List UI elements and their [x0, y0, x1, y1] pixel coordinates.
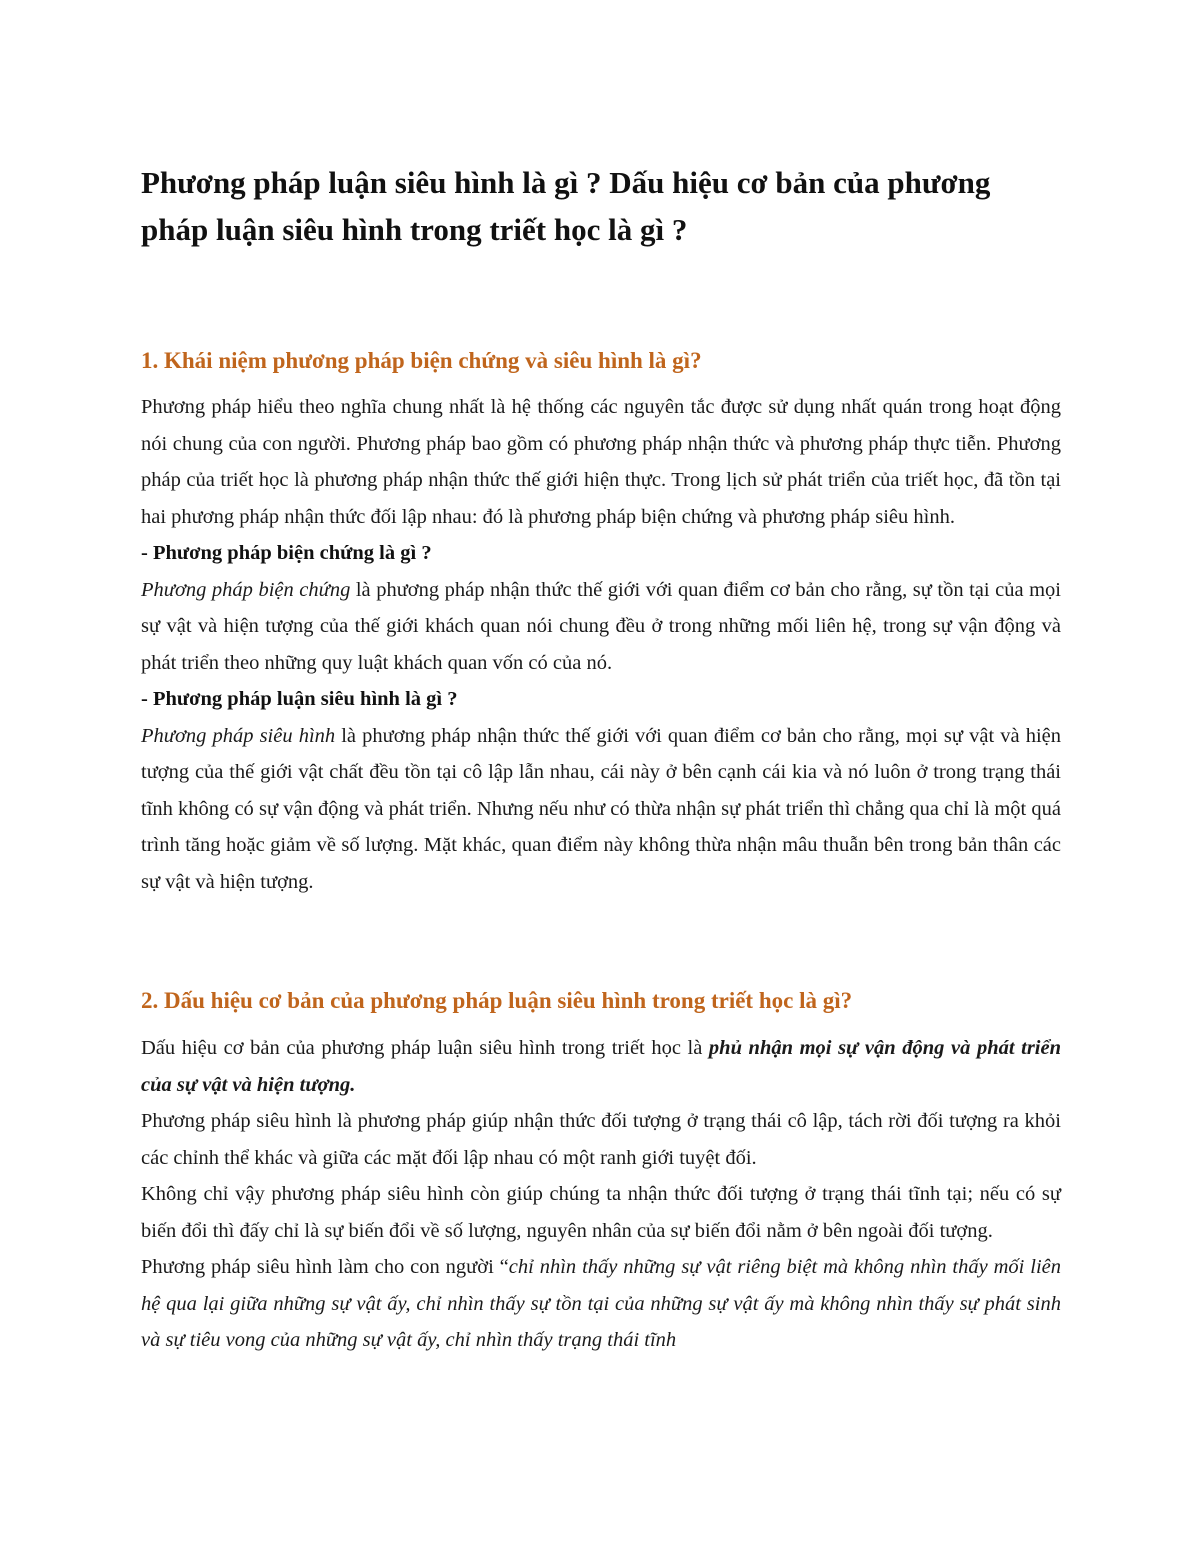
sign-paragraph [141, 1030, 1061, 1103]
quote-lead-text: Phương pháp siêu hình làm cho con người “ [141, 1256, 509, 1278]
quote-text: chỉ nhìn thấy những sự vật riêng biệt mà không nhìn thấy mối liên hệ qua lại giữa những sự vật ấy, chỉ nhìn thấy sự tồn tại của những sự vật ấy mà không nhìn thấy sự phát sinh và sự tiêu vong của những sự vật ấy, chỉ nhìn thấy trạng thái tĩnh [141, 1256, 1061, 1351]
metaphysics-term: Phương pháp siêu hình [141, 724, 336, 747]
section-2-body [141, 1030, 1061, 1359]
quote-paragraph [141, 1249, 1061, 1359]
metaphysics-subheading: - Phương pháp luận siêu hình là gì ? [141, 688, 458, 710]
sign-text: Dấu hiệu cơ bản của phương pháp luận siêu hình trong triết học là [141, 1037, 709, 1059]
dialectics-paragraph [141, 572, 1061, 682]
section-1-body [141, 389, 1061, 900]
section-2-heading: 2. Dấu hiệu cơ bản của phương pháp luận siêu hình trong triết học là gì? [141, 988, 853, 1013]
dialectics-definition: là phương pháp nhận thức thế giới với quan điểm cơ bản cho rằng, sự tồn tại của mọi sự vật và hiện tượng của thế giới khách quan nói chung đều ở trong những mối liên hệ, trong sự vận động và phát triển theo những quy luật khách quan vốn có của nó. [141, 578, 1061, 674]
section-1-intro-paragraph: Phương pháp hiểu theo nghĩa chung nhất là hệ thống các nguyên tắc được sử dụng nhất quán trong hoạt động nói chung của con người. Phương pháp bao gồm có phương pháp nhận thức và phương pháp thực tiễn. Phương pháp của triết học là phương pháp nhận thức thế giới hiện thực. Trong lịch sử phát triển của triết học, đã tồn tại hai phương pháp nhận thức đối lập nhau: đó là phương pháp biện chứng và phương pháp siêu hình. [141, 396, 1061, 528]
dialectics-term: Phương pháp biện chứng [141, 578, 351, 601]
isolation-paragraph: Phương pháp siêu hình là phương pháp giúp nhận thức đối tượng ở trạng thái cô lập, tách rời đối tượng ra khỏi các chỉnh thể khác và giữa các mặt đối lập nhau có một ranh giới tuyệt đối. [141, 1110, 1061, 1169]
document-title: Phương pháp luận siêu hình là gì ? Dấu hiệu cơ bản của phương pháp luận siêu hình trong triết học là gì ? [141, 165, 991, 247]
sign-emphasis: phủ nhận mọi sự vận động và phát triển của sự vật và hiện tượng. [141, 1037, 1061, 1096]
metaphysics-paragraph [141, 718, 1061, 901]
static-state-paragraph: Không chỉ vậy phương pháp siêu hình còn giúp chúng ta nhận thức đối tượng ở trạng thái tĩnh tại; nếu có sự biến đổi thì đấy chỉ là sự biến đổi về số lượng, nguyên nhân của sự biến đổi nằm ở bên ngoài đối tượng. [141, 1183, 1061, 1242]
section-1-heading: 1. Khái niệm phương pháp biện chứng và siêu hình là gì? [141, 348, 702, 373]
dialectics-subheading: - Phương pháp biện chứng là gì ? [141, 542, 432, 564]
metaphysics-definition: là phương pháp nhận thức thế giới với quan điểm cơ bản cho rằng, mọi sự vật và hiện tượng của thế giới vật chất đều tồn tại cô lập lẫn nhau, cái này ở bên cạnh cái kia và nó luôn ở trong trạng thái tĩnh không có sự vận động và phát triển. Nhưng nếu như có thừa nhận sự phát triển thì chẳng qua chỉ là một quá trình tăng hoặc giảm về số lượng. Mặt khác, quan điểm này không thừa nhận mâu thuẫn bên trong bản thân các sự vật và hiện tượng. [141, 724, 1061, 893]
